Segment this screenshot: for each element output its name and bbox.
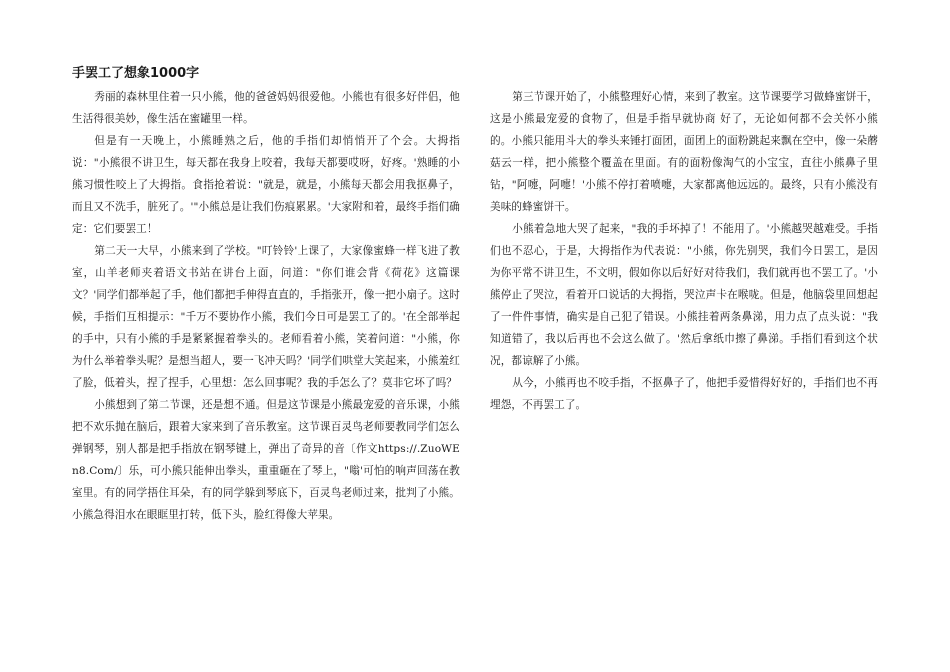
right-column (490, 86, 878, 416)
paragraph: 小熊着急地大哭了起来，"我的手坏掉了！不能用了。'小熊越哭越难受。手指们也不忍心，于是，大拇指作为代表说："小熊，你先别哭，我们今日罢工，是因为你平常不讲卫生，不文明，假如你以后好好对待我们，我们就再也不罢工了。'小熊停止了哭泣，看着开口说话的大拇指，哭泣声卡在喉咙。但是，他脑袋里回想起了一件件事情，确实是自己犯了错误。小熊挂着两条鼻涕，用力点了点头说："我知道错了，我以后再也不会这么做了。'然后拿纸巾擦了鼻涕。手指们看到这个状况，都谅解了小熊。 (490, 223, 878, 367)
paragraph: 小熊想到了第二节课，还是想不通。但是这节课是小熊最宠爱的音乐课，小熊把不欢乐抛在脑后，跟着大家来到了音乐教室。这节课百灵鸟老师要教同学们怎么弹钢琴，别人都是把手指放在钢琴键上，弹出了奇异的音〔作文https://.ZuoWEn8.Com/〕乐，可小熊只能伸出拳头，重重砸在了琴上，"嗡'可怕的响声回荡在教室里。有的同学捂住耳朵，有的同学躲到琴底下，百灵鸟老师过来，批判了小熊。小熊急得泪水在眼眶里打转，低下头，脸红得像大苹果。 (72, 399, 460, 521)
paragraph: 从今，小熊再也不咬手指，不抠鼻子了，他把手爱惜得好好的，手指们也不再埋怨，不再罢工了。 (490, 377, 878, 411)
paragraph: 秀丽的森林里住着一只小熊，他的爸爸妈妈很爱他。小熊也有很多好伴侣，他生活得很美妙，像生活在蜜罐里一样。 (72, 91, 460, 125)
document-title: 手罢工了想象1000字 (72, 66, 200, 81)
paragraph: 第三节课开始了，小熊整理好心情，来到了教室。这节课要学习做蜂蜜饼干，这是小熊最宠爱的食物了，但是手指早就协商 好了，无论如何都不会关怀小熊的。小熊只能用斗大的拳头来锤打面团，面团上的面粉跳起来飘在空中，像一朵蘑菇云一样，把小熊整个覆盖在里面。有的面粉像淘气的小宝宝，直往小熊鼻子里钻，"阿嚏，阿嚏！'小熊不停打着喷嚏，大家都离他远远的。最终，只有小熊没有美味的蜂蜜饼干。 (490, 91, 878, 213)
paragraph: 第二天一大早，小熊来到了学校。"叮铃铃'上课了，大家像蜜蜂一样飞进了教室，山羊老师夹着语文书站在讲台上面，问道："你们谁会背《荷花》这篇课文？'同学们都举起了手，他们都把手伸得直直的，手指张开，像一把小扇子。这时候，手指们互相提示："千万不要协作小熊，我们今日可是罢工了的。'在全部举起的手中，只有小熊的手是紧紧握着拳头的。老师看着小熊，笑着问道："小熊，你为什么举着拳头呢？是想当超人，要一飞冲天吗？'同学们哄堂大笑起来，小熊羞红了脸，低着头，捏了捏手，心里想：怎么回事呢？我的手怎么了？莫非它坏了吗？ (72, 245, 460, 389)
paragraph: 但是有一天晚上，小熊睡熟之后，他的手指们却悄悄开了个会。大拇指说："小熊很不讲卫生，每天都在我身上咬着，我每天都要哎呀，好疼。'熟睡的小熊习惯性咬上了大拇指。食指抢着说："就是，就是，小熊每天都会用我抠鼻子，而且又不洗手，脏死了。'"小熊总是让我们伤痕累累。'大家附和着，最终手指们确定：它们要罢工！ (72, 135, 460, 235)
left-column (72, 86, 460, 526)
